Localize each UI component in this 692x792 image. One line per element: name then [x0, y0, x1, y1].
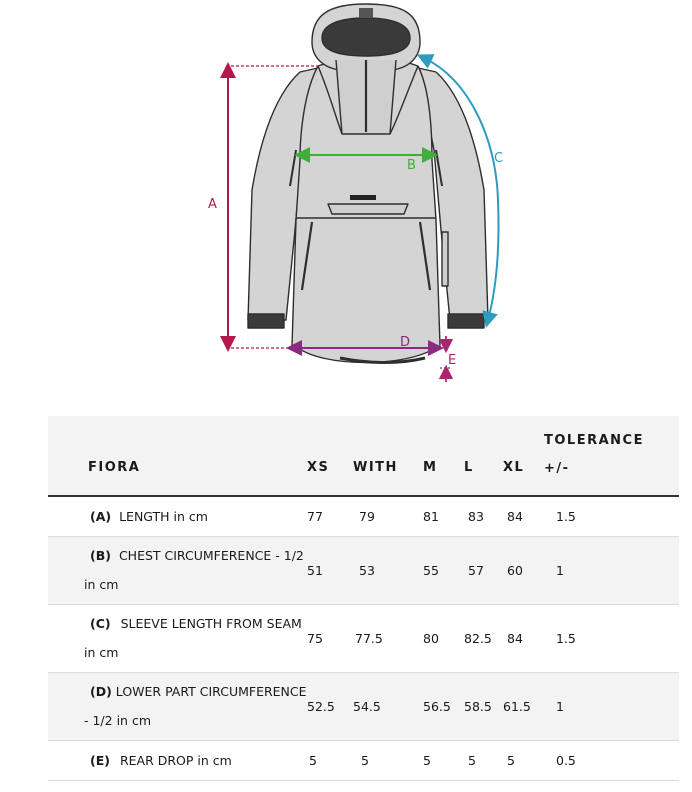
value-xs: 75 — [307, 630, 323, 646]
dimension-e-label: E — [448, 353, 457, 368]
value-m: 56.5 — [423, 698, 451, 714]
value-xs: 77 — [307, 508, 323, 524]
measurement-text-line2: in cm — [84, 645, 119, 660]
table-row — [48, 496, 679, 536]
value-xs: 5 — [309, 752, 317, 768]
value-m: 55 — [423, 562, 439, 578]
value-with: 77.5 — [355, 630, 383, 646]
value-xl: 60 — [507, 562, 523, 578]
table-row — [48, 672, 679, 740]
size-chart-table — [48, 416, 679, 781]
value-l: 5 — [468, 752, 476, 768]
value-l: 82.5 — [464, 630, 492, 646]
table-header-row — [48, 416, 679, 496]
measurement-text-line2: - 1/2 in cm — [84, 713, 151, 728]
value-xl: 5 — [507, 752, 515, 768]
size-header-m: M — [423, 416, 464, 496]
measurement-text: SLEEVE LENGTH FROM SEAM — [120, 616, 302, 631]
value-tolerance: 1 — [556, 698, 564, 714]
value-tolerance: 1 — [556, 562, 564, 578]
value-m: 80 — [423, 630, 439, 646]
value-tolerance: 1.5 — [556, 630, 576, 646]
value-xs: 52.5 — [307, 698, 335, 714]
value-with: 53 — [359, 562, 375, 578]
table-row — [48, 604, 679, 672]
measurement-text: LENGTH in cm — [119, 508, 208, 524]
size-header-l: L — [464, 416, 503, 496]
tolerance-header-sign: +/- — [544, 461, 570, 476]
jacket-illustration — [248, 4, 488, 363]
value-tolerance: 1.5 — [556, 508, 576, 524]
measurement-letter: (E) — [90, 752, 110, 768]
value-tolerance: 0.5 — [556, 752, 576, 768]
dimension-d-label: D — [400, 335, 411, 350]
measurement-label — [48, 672, 307, 740]
tolerance-header — [544, 416, 679, 496]
dimension-b-label: B — [407, 158, 416, 173]
dimension-c-label: C — [494, 151, 504, 166]
measurement-label — [48, 496, 307, 536]
right-cuff — [448, 314, 484, 328]
measurement-text: CHEST CIRCUMFERENCE - 1/2 — [118, 548, 304, 563]
value-xs: 51 — [307, 562, 323, 578]
measurement-letter: (A) — [90, 508, 112, 524]
measurement-text: REAR DROP in cm — [119, 752, 232, 768]
value-with: 5 — [361, 752, 369, 768]
measurement-label — [48, 740, 307, 780]
value-with: 79 — [359, 508, 375, 524]
value-l: 57 — [468, 562, 484, 578]
measurement-letter: (D) — [90, 684, 112, 699]
measurement-letter: (C) — [90, 616, 111, 631]
measurement-label — [48, 536, 307, 604]
left-cuff — [248, 314, 284, 328]
size-header-with: WITH — [353, 416, 423, 496]
tolerance-header-title: TOLERANCE — [544, 433, 644, 448]
dimension-e — [440, 336, 456, 382]
value-with: 54.5 — [353, 698, 381, 714]
measurement-label — [48, 604, 307, 672]
value-l: 83 — [468, 508, 484, 524]
table-row — [48, 740, 679, 780]
dimension-a-label: A — [208, 197, 217, 212]
model-name-header: FIORA — [48, 416, 307, 496]
measurement-text-line2: in cm — [84, 577, 119, 592]
hood-opening — [322, 18, 410, 56]
value-m: 5 — [423, 752, 431, 768]
measurement-letter: (B) — [90, 548, 111, 563]
value-xl: 61.5 — [503, 698, 531, 714]
value-xl: 84 — [507, 508, 523, 524]
size-header-xs: XS — [307, 416, 353, 496]
value-xl: 84 — [507, 630, 523, 646]
size-header-xl: XL — [503, 416, 544, 496]
value-m: 81 — [423, 508, 439, 524]
value-l: 58.5 — [464, 698, 492, 714]
table-row — [48, 536, 679, 604]
measurement-text: LOWER PART CIRCUMFERENCE — [115, 684, 307, 699]
